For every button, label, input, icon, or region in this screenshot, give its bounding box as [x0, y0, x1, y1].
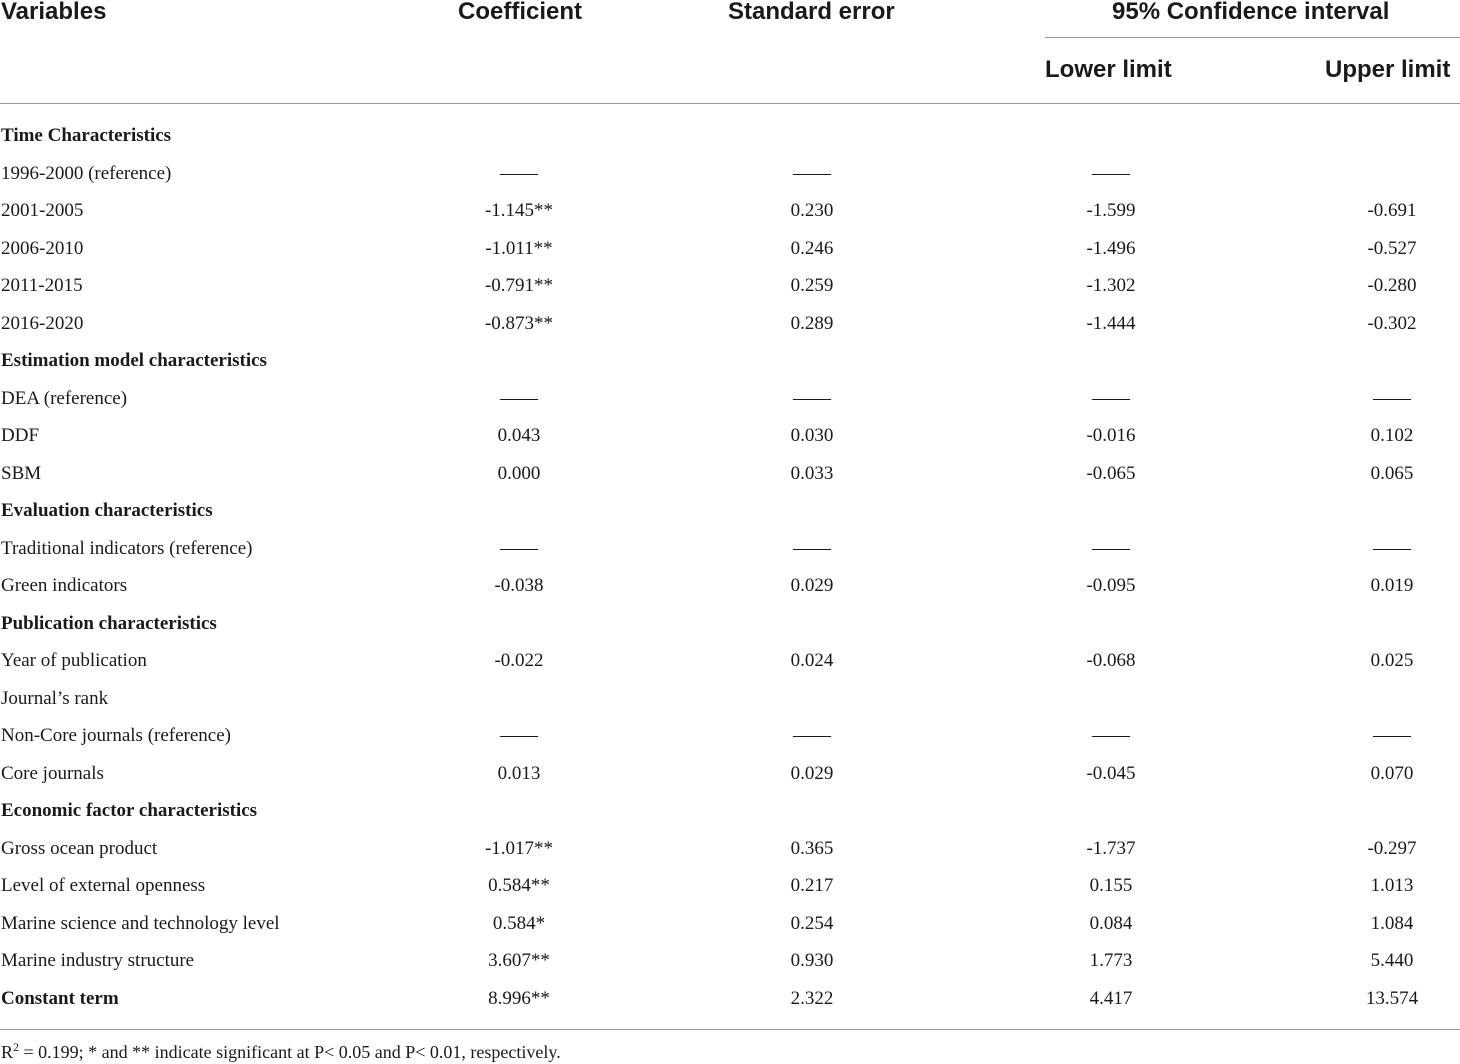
standard-error-cell: 0.033 [790, 462, 834, 484]
lower-limit-cell: -0.065 [1086, 462, 1136, 484]
lower-limit-cell: —— [1092, 725, 1130, 746]
header-coefficient: Coefficient [458, 0, 583, 25]
table-section-row [0, 117, 1460, 155]
variable-label: Green indicators [1, 575, 128, 596]
section-label: Evaluation characteristics [1, 500, 213, 521]
lower-limit-cell: -1.496 [1086, 237, 1136, 259]
variable-label: Core journals [1, 762, 104, 784]
upper-limit-cell: 13.574 [1365, 987, 1419, 1009]
table-row [0, 755, 1460, 793]
coefficient-cell: -1.011** [485, 237, 553, 259]
lower-limit-cell: -0.095 [1086, 575, 1136, 596]
table-row [0, 267, 1460, 305]
header-upper-limit: Upper limit [1325, 56, 1451, 83]
variable-label: SBM [1, 462, 42, 484]
upper-limit-cell: -0.691 [1367, 200, 1417, 221]
upper-limit-cell: —— [1373, 537, 1411, 559]
table-row [0, 567, 1460, 605]
table-row [0, 905, 1460, 943]
standard-error-cell: 2.322 [790, 987, 834, 1009]
variable-label: Marine industry structure [1, 950, 195, 971]
table-section-row [0, 605, 1460, 643]
variable-label: 2006-2010 [1, 237, 84, 259]
standard-error-cell: 0.365 [790, 837, 834, 859]
upper-limit-cell: 0.102 [1370, 425, 1414, 446]
lower-limit-cell: -1.737 [1086, 837, 1136, 859]
variable-label: 1996-2000 (reference) [1, 162, 172, 184]
coefficient-cell: -0.038 [494, 575, 544, 596]
upper-limit-cell: 0.070 [1370, 762, 1414, 784]
header-standard-error: Standard error [728, 0, 895, 25]
section-label: Constant term [1, 987, 119, 1009]
table-row [0, 530, 1460, 568]
standard-error-cell: 0.217 [790, 875, 834, 896]
lower-limit-cell: 4.417 [1089, 987, 1133, 1009]
table-row [0, 942, 1460, 980]
coefficient-cell: -0.791** [484, 275, 554, 296]
standard-error-cell: 0.259 [790, 275, 834, 296]
table-row [0, 380, 1460, 418]
table-row [0, 417, 1460, 455]
coefficient-cell: -1.017** [484, 837, 554, 859]
coefficient-cell: —— [500, 725, 538, 746]
standard-error-cell: 0.029 [790, 762, 834, 784]
upper-limit-cell: —— [1373, 387, 1411, 409]
standard-error-cell: 0.230 [790, 200, 834, 221]
variable-label: 2001-2005 [1, 200, 84, 221]
header-variables: Variables [1, 0, 107, 25]
footnote-r-superscript: 2 [13, 1040, 20, 1054]
lower-limit-cell: —— [1092, 387, 1130, 409]
upper-limit-cell: -0.297 [1367, 837, 1417, 859]
variable-label: Marine science and technology level [1, 912, 280, 934]
upper-limit-cell: -0.302 [1367, 312, 1417, 334]
section-label: Estimation model characteristics [1, 350, 267, 371]
coefficient-cell: —— [500, 537, 538, 559]
upper-limit-cell: 5.440 [1370, 950, 1414, 971]
standard-error-cell: 0.289 [790, 312, 834, 334]
table-row [0, 717, 1460, 755]
coefficient-cell: —— [500, 387, 538, 409]
standard-error-cell: 0.024 [790, 650, 834, 671]
variable-label: Gross ocean product [1, 837, 158, 859]
section-label: Economic factor characteristics [1, 800, 258, 821]
variable-label: Level of external openness [1, 875, 206, 896]
variable-label: 2016-2020 [1, 312, 84, 334]
coefficient-cell: -0.873** [484, 312, 554, 334]
lower-limit-cell: -1.302 [1086, 275, 1136, 296]
lower-limit-cell: -1.599 [1086, 200, 1136, 221]
lower-limit-cell: 0.155 [1089, 875, 1133, 896]
coefficient-cell: 0.043 [497, 425, 541, 446]
coefficient-cell: 0.013 [497, 762, 541, 784]
upper-limit-cell: 0.019 [1370, 575, 1414, 596]
variable-label: Non-Core journals (reference) [1, 725, 231, 746]
variable-label: DEA (reference) [1, 387, 128, 409]
upper-limit-cell: -0.527 [1367, 237, 1417, 259]
upper-limit-cell: 1.013 [1370, 875, 1414, 896]
header-lower-limit: Lower limit [1045, 56, 1172, 83]
footnote-r-symbol: R [1, 1042, 14, 1062]
table-row [0, 305, 1460, 343]
standard-error-cell: —— [793, 387, 831, 409]
section-label: Time Characteristics [1, 125, 172, 146]
table-section-row [0, 342, 1460, 380]
coefficient-cell: —— [500, 162, 538, 184]
variable-label: 2011-2015 [1, 275, 83, 296]
standard-error-cell: —— [793, 725, 831, 746]
coefficient-cell: -1.145** [484, 200, 554, 221]
table-section-row [0, 492, 1460, 530]
standard-error-cell: 0.029 [790, 575, 834, 596]
upper-limit-cell: 0.025 [1370, 650, 1414, 671]
standard-error-cell: —— [793, 162, 831, 184]
confidence-interval-rule [1045, 37, 1460, 38]
table-section-row [0, 980, 1460, 1018]
lower-limit-cell: —— [1092, 162, 1130, 184]
lower-limit-cell: 1.773 [1089, 950, 1133, 971]
table-row [0, 867, 1460, 905]
table-row [0, 155, 1460, 193]
table-row [0, 192, 1460, 230]
variable-label: Journal’s rank [1, 687, 109, 709]
standard-error-cell: 0.254 [790, 912, 834, 934]
footnote [1, 1040, 561, 1064]
upper-limit-cell: 0.065 [1370, 462, 1414, 484]
coefficient-cell: 0.584** [488, 875, 550, 896]
standard-error-cell: 0.030 [790, 425, 834, 446]
lower-limit-cell: 0.084 [1089, 912, 1133, 934]
variable-label: Year of publication [1, 650, 147, 671]
coefficient-cell: 3.607** [488, 950, 550, 971]
lower-limit-cell: -0.016 [1086, 425, 1136, 446]
header-confidence-interval: 95% Confidence interval [1112, 0, 1390, 25]
variable-label: Traditional indicators (reference) [1, 537, 253, 559]
upper-limit-cell: 1.084 [1370, 912, 1414, 934]
table-section-row [0, 792, 1460, 830]
coefficient-cell: -0.022 [494, 650, 544, 671]
section-label: Publication characteristics [1, 612, 217, 634]
standard-error-cell: 0.930 [790, 950, 834, 971]
upper-limit-cell: —— [1373, 725, 1411, 746]
lower-limit-cell: -0.045 [1086, 762, 1136, 784]
coefficient-cell: 8.996** [488, 987, 550, 1009]
standard-error-cell: —— [793, 537, 831, 559]
upper-limit-cell: -0.280 [1367, 275, 1417, 296]
table-row [0, 230, 1460, 268]
variable-label: DDF [1, 425, 40, 446]
coefficient-cell: 0.584* [492, 912, 546, 934]
lower-limit-cell: —— [1092, 537, 1130, 559]
table-row [0, 830, 1460, 868]
lower-limit-cell: -0.068 [1086, 650, 1136, 671]
table-row [0, 642, 1460, 680]
table-row [0, 680, 1460, 718]
header-bottom-rule [0, 103, 1460, 104]
table-row [0, 455, 1460, 493]
coefficient-cell: 0.000 [497, 462, 541, 484]
table-bottom-rule [0, 1029, 1460, 1030]
footnote-text: = 0.199; * and ** indicate significant at P< 0.05 and P< 0.01, respectively. [19, 1042, 561, 1062]
lower-limit-cell: -1.444 [1086, 312, 1136, 334]
standard-error-cell: 0.246 [790, 237, 834, 259]
